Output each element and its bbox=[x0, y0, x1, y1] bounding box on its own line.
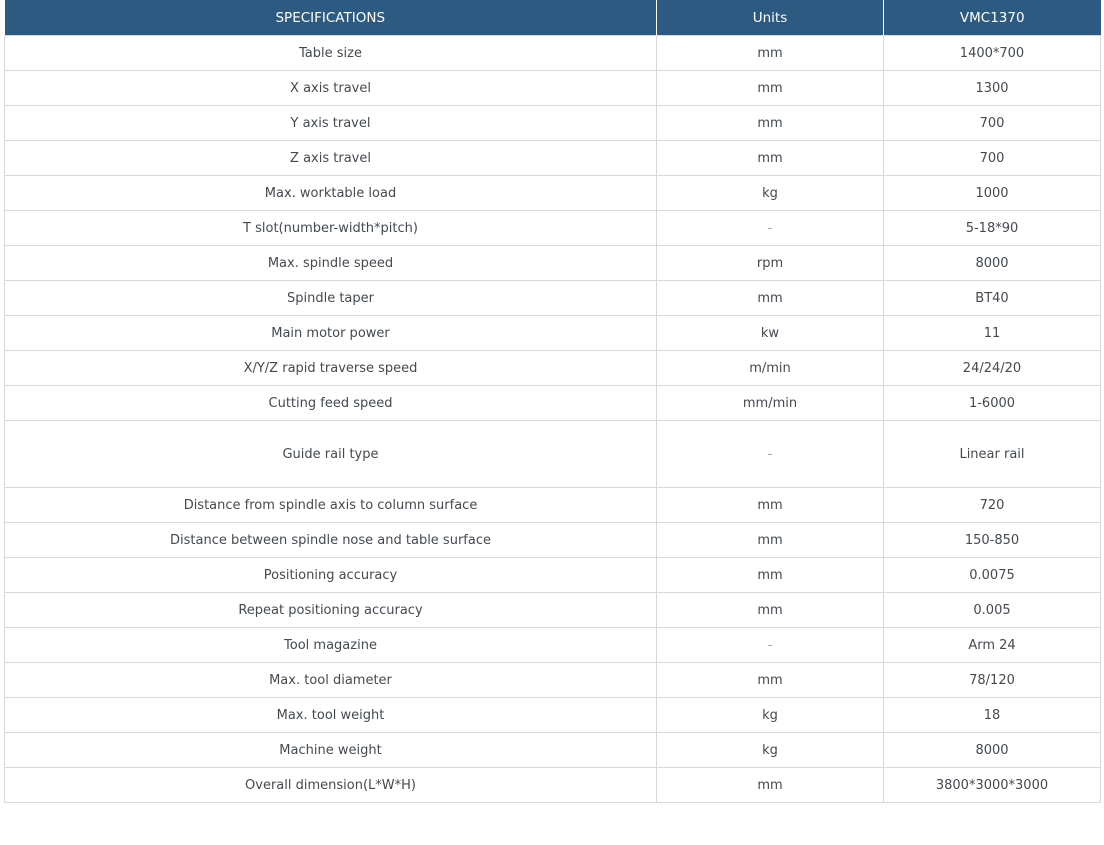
spec-cell: X/Y/Z rapid traverse speed bbox=[5, 351, 657, 386]
table-row bbox=[5, 316, 1101, 351]
value-cell: 78/120 bbox=[884, 663, 1101, 698]
table-row bbox=[5, 141, 1101, 176]
unit-cell: mm bbox=[657, 663, 884, 698]
header-row bbox=[5, 0, 1101, 36]
table-row bbox=[5, 698, 1101, 733]
value-cell: 150-850 bbox=[884, 523, 1101, 558]
unit-cell: mm bbox=[657, 593, 884, 628]
unit-cell: mm bbox=[657, 768, 884, 803]
spec-cell: Table size bbox=[5, 36, 657, 71]
spec-cell: Repeat positioning accuracy bbox=[5, 593, 657, 628]
unit-cell: mm bbox=[657, 523, 884, 558]
unit-cell: - bbox=[657, 421, 884, 488]
spec-cell: Spindle taper bbox=[5, 281, 657, 316]
value-cell: BT40 bbox=[884, 281, 1101, 316]
spec-cell: Distance from spindle axis to column surface bbox=[5, 488, 657, 523]
value-cell: 11 bbox=[884, 316, 1101, 351]
table-row bbox=[5, 558, 1101, 593]
spec-cell: X axis travel bbox=[5, 71, 657, 106]
value-cell: 0.005 bbox=[884, 593, 1101, 628]
table-row bbox=[5, 36, 1101, 71]
spec-cell: Machine weight bbox=[5, 733, 657, 768]
table-row bbox=[5, 628, 1101, 663]
specifications-table bbox=[4, 0, 1101, 803]
table-row bbox=[5, 593, 1101, 628]
table-row bbox=[5, 351, 1101, 386]
unit-cell: mm/min bbox=[657, 386, 884, 421]
spec-cell: Main motor power bbox=[5, 316, 657, 351]
value-cell: 8000 bbox=[884, 733, 1101, 768]
value-cell: 18 bbox=[884, 698, 1101, 733]
value-cell: 3800*3000*3000 bbox=[884, 768, 1101, 803]
spec-cell: Max. worktable load bbox=[5, 176, 657, 211]
unit-cell: kw bbox=[657, 316, 884, 351]
unit-cell: mm bbox=[657, 558, 884, 593]
table-row bbox=[5, 768, 1101, 803]
spec-cell: Guide rail type bbox=[5, 421, 657, 488]
table-body bbox=[5, 36, 1101, 803]
unit-cell: mm bbox=[657, 281, 884, 316]
unit-cell: rpm bbox=[657, 246, 884, 281]
value-cell: 24/24/20 bbox=[884, 351, 1101, 386]
table-header bbox=[5, 0, 1101, 36]
table-row bbox=[5, 246, 1101, 281]
unit-cell: mm bbox=[657, 488, 884, 523]
spec-cell: Y axis travel bbox=[5, 106, 657, 141]
spec-cell: Max. tool weight bbox=[5, 698, 657, 733]
unit-cell: mm bbox=[657, 141, 884, 176]
unit-cell: - bbox=[657, 628, 884, 663]
spec-cell: Positioning accuracy bbox=[5, 558, 657, 593]
unit-cell: kg bbox=[657, 698, 884, 733]
table-row bbox=[5, 523, 1101, 558]
value-cell: Linear rail bbox=[884, 421, 1101, 488]
table-row bbox=[5, 663, 1101, 698]
unit-cell: - bbox=[657, 211, 884, 246]
unit-cell: mm bbox=[657, 106, 884, 141]
table-row bbox=[5, 488, 1101, 523]
spec-cell: Overall dimension(L*W*H) bbox=[5, 768, 657, 803]
value-cell: 5-18*90 bbox=[884, 211, 1101, 246]
table-row bbox=[5, 733, 1101, 768]
header-model: VMC1370 bbox=[884, 0, 1101, 36]
unit-cell: mm bbox=[657, 71, 884, 106]
spec-cell: Max. tool diameter bbox=[5, 663, 657, 698]
spec-cell: Max. spindle speed bbox=[5, 246, 657, 281]
unit-cell: kg bbox=[657, 176, 884, 211]
value-cell: 0.0075 bbox=[884, 558, 1101, 593]
table-row bbox=[5, 211, 1101, 246]
table-row bbox=[5, 281, 1101, 316]
spec-table-container bbox=[4, 0, 1100, 803]
table-row bbox=[5, 421, 1101, 488]
unit-cell: kg bbox=[657, 733, 884, 768]
value-cell: 700 bbox=[884, 141, 1101, 176]
table-row bbox=[5, 176, 1101, 211]
value-cell: 720 bbox=[884, 488, 1101, 523]
spec-cell: Distance between spindle nose and table surface bbox=[5, 523, 657, 558]
spec-cell: Cutting feed speed bbox=[5, 386, 657, 421]
header-units: Units bbox=[657, 0, 884, 36]
table-row bbox=[5, 106, 1101, 141]
value-cell: 1400*700 bbox=[884, 36, 1101, 71]
value-cell: 8000 bbox=[884, 246, 1101, 281]
value-cell: 700 bbox=[884, 106, 1101, 141]
value-cell: Arm 24 bbox=[884, 628, 1101, 663]
table-row bbox=[5, 71, 1101, 106]
unit-cell: mm bbox=[657, 36, 884, 71]
table-row bbox=[5, 386, 1101, 421]
value-cell: 1000 bbox=[884, 176, 1101, 211]
unit-cell: m/min bbox=[657, 351, 884, 386]
spec-cell: Z axis travel bbox=[5, 141, 657, 176]
header-specifications: SPECIFICATIONS bbox=[5, 0, 657, 36]
spec-cell: Tool magazine bbox=[5, 628, 657, 663]
value-cell: 1-6000 bbox=[884, 386, 1101, 421]
spec-cell: T slot(number-width*pitch) bbox=[5, 211, 657, 246]
value-cell: 1300 bbox=[884, 71, 1101, 106]
